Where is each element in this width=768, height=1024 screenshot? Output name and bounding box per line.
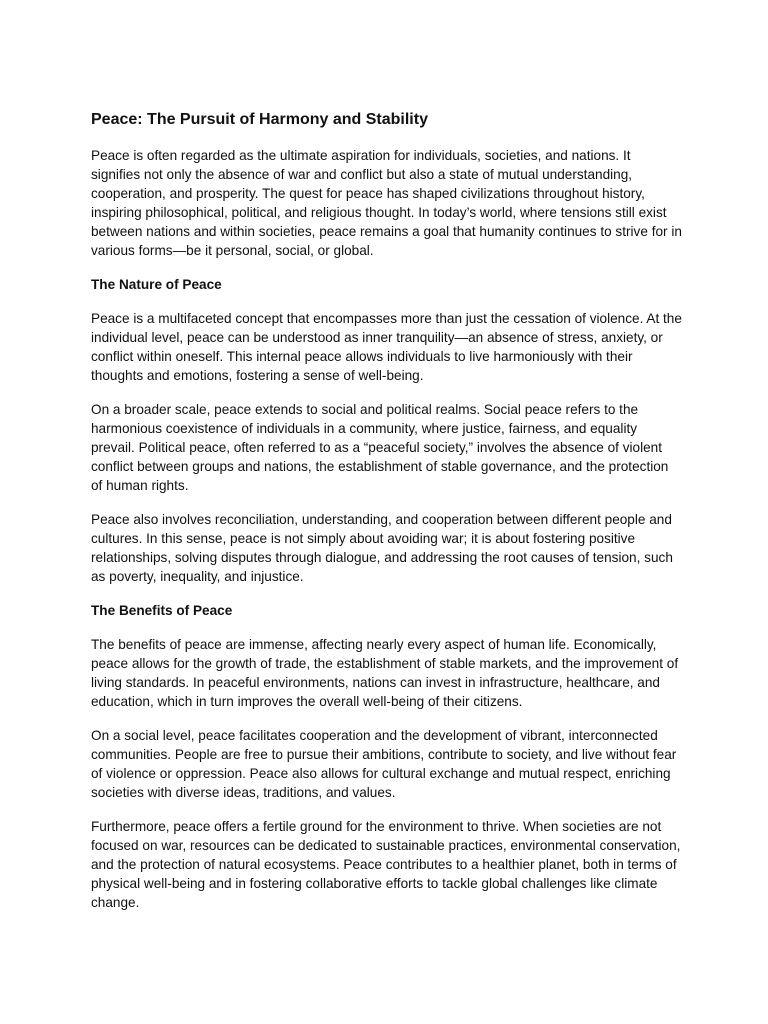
paragraph: Peace is a multifaceted concept that encompasses more than just the cessation of violence. At the individual level, peace can be understood as inner tranquility—an absence of stress, anxiety, or conflict within oneself. This internal peace allows individuals to live harmoniously with their thoughts and emotions, fostering a sense of well-being. <box>91 311 682 383</box>
section-heading-benefits-of-peace: The Benefits of Peace <box>91 603 233 618</box>
document-content <box>91 110 683 927</box>
section-heading-nature-of-peace: The Nature of Peace <box>91 277 222 292</box>
paragraph: On a social level, peace facilitates cooperation and the development of vibrant, interconnected communities. People are free to pursue their ambitions, contribute to society, and live without fear of violence or oppression. Peace also allows for cultural exchange and mutual respect, enriching societies with diverse ideas, traditions, and values. <box>91 728 677 800</box>
paragraph: On a broader scale, peace extends to social and political realms. Social peace refers to the harmonious coexistence of individuals in a community, where justice, fairness, and equality prevail. Political peace, often referred to as a “peaceful society,” involves the absence of violent conflict between groups and nations, the establishment of stable governance, and the protection of human rights. <box>91 402 669 493</box>
paragraph: Furthermore, peace offers a fertile ground for the environment to thrive. When societies are not focused on war, resources can be dedicated to sustainable practices, environmental conservation, and the protection of natural ecosystems. Peace contributes to a healthier planet, both in terms of physical well-being and in fostering collaborative efforts to tackle global challenges like climate change. <box>91 819 681 910</box>
document-title: Peace: The Pursuit of Harmony and Stability <box>91 111 428 128</box>
paragraph: Peace also involves reconciliation, understanding, and cooperation between different people and cultures. In this sense, peace is not simply about avoiding war; it is about fostering positive relationships, solving disputes through dialogue, and addressing the root causes of tension, such as poverty, inequality, and injustice. <box>91 512 673 584</box>
intro-paragraph: Peace is often regarded as the ultimate aspiration for individuals, societies, and nations. It signifies not only the absence of war and conflict but also a state of mutual understanding, cooperation, and prosperity. The quest for peace has shaped civilizations throughout history, inspiring philosophical, political, and religious thought. In today’s world, where tensions still exist between nations and within societies, peace remains a goal that humanity continues to strive for in various forms—be it personal, social, or global. <box>91 148 682 258</box>
paragraph: The benefits of peace are immense, affecting nearly every aspect of human life. Economically, peace allows for the growth of trade, the establishment of stable markets, and the improvement of living standards. In peaceful environments, nations can invest in infrastructure, healthcare, and education, which in turn improves the overall well-being of their citizens. <box>91 637 679 709</box>
